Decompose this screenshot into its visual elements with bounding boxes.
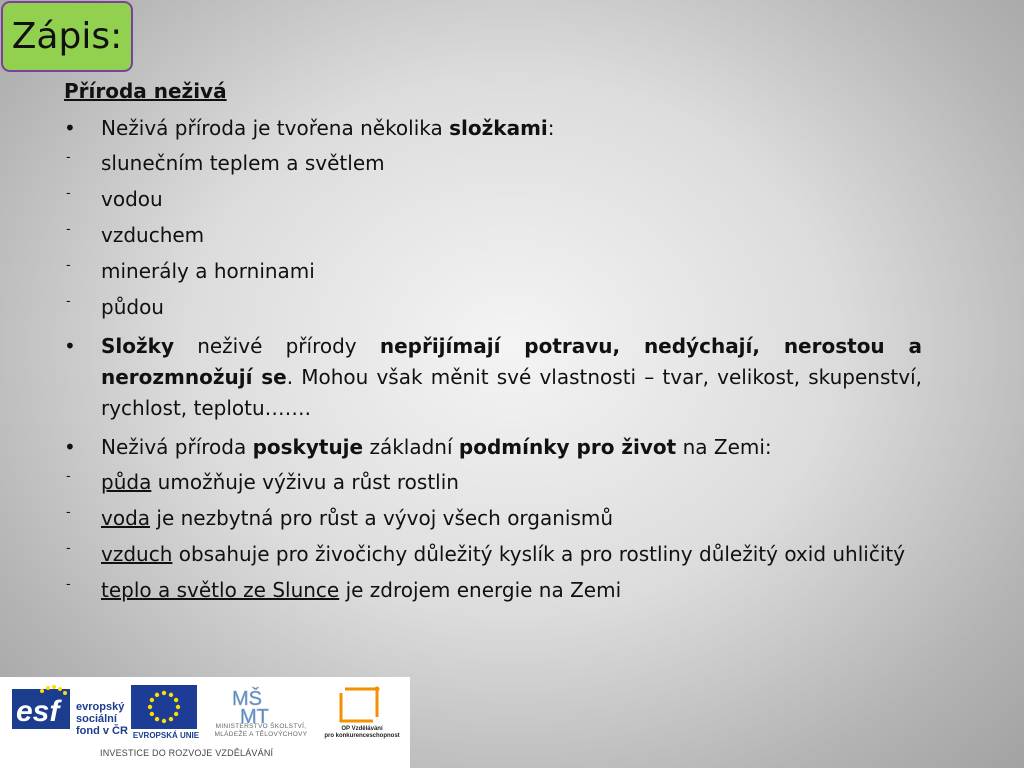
msmt-label — [204, 723, 318, 739]
msmt-logo-icon — [228, 685, 286, 725]
bold-text: Složky — [101, 334, 174, 358]
eu-star-icon — [155, 717, 159, 721]
underlined-term: vzduch — [101, 542, 173, 566]
eu-star-icon — [169, 717, 173, 721]
list-item — [64, 294, 922, 321]
text: základní — [363, 435, 459, 459]
list-item-text: obsahuje pro živočichy důležitý kyslík a pro rostliny důležitý oxid uhličitý — [172, 542, 906, 566]
list-item — [64, 541, 922, 568]
eu-star-icon — [174, 698, 178, 702]
underlined-term: půda — [101, 470, 152, 494]
esf-logo-icon — [12, 685, 70, 735]
underlined-term: teplo a světlo ze Slunce — [101, 578, 340, 602]
eu-funding-logo-bar — [0, 677, 410, 768]
bullet-components — [64, 115, 922, 142]
list-item — [64, 150, 922, 177]
svg-text:esf: esf — [16, 695, 60, 728]
eu-star-icon — [162, 691, 166, 695]
dash-marker: - — [66, 505, 71, 520]
op-vzdelavani-logo-icon — [337, 685, 383, 725]
list-item — [64, 258, 922, 285]
text: na Zemi: — [676, 435, 772, 459]
list-item-text: je nezbytná pro růst a vývoj všech organismů — [150, 506, 614, 530]
underlined-term: voda — [101, 506, 151, 530]
svg-text:MT: MT — [240, 706, 269, 725]
eu-label: EVROPSKÁ UNIE — [132, 731, 200, 740]
eu-star-icon — [169, 693, 173, 697]
bold-text: poskytuje — [252, 435, 364, 459]
op-label — [322, 726, 402, 740]
list-item — [64, 186, 922, 213]
slide-title — [1, 1, 133, 72]
list-item-text: minerály a horninami — [101, 259, 315, 283]
list-item-text: umožňuje výživu a růst rostlin — [151, 470, 459, 494]
list-item-text: vodou — [101, 187, 163, 211]
bold-text: podmínky pro život — [458, 435, 677, 459]
bullet-properties — [64, 331, 922, 424]
dash-marker: - — [66, 577, 71, 592]
bullet-conditions — [64, 434, 922, 461]
text: Neživá příroda je tvořena několika — [101, 116, 450, 140]
dash-marker: - — [66, 294, 71, 309]
list-item — [64, 222, 922, 249]
bold-text: složkami — [449, 116, 548, 140]
eu-star-icon — [148, 705, 152, 709]
eu-star-icon — [150, 698, 154, 702]
slide-title-text: Zápis: — [11, 16, 123, 57]
esf-label-line: sociální — [76, 713, 117, 725]
logo-footer-text: INVESTICE DO ROZVOJE VZDĚLÁVÁNÍ — [100, 748, 274, 758]
dash-marker: - — [66, 186, 71, 201]
eu-star-icon — [174, 712, 178, 716]
op-label-line: OP Vzdělávání — [341, 726, 383, 732]
list-item-text: vzduchem — [101, 223, 205, 247]
esf-label-line: fond v ČR — [76, 725, 128, 737]
msmt-label-line: MINISTERSTVO ŠKOLSTVÍ, — [215, 723, 307, 730]
bullet-marker: • — [64, 334, 76, 358]
text: . Mohou však měnit své vlastnosti – tvar, velikost, skupenství, rychlost, teplotu……. — [101, 365, 922, 420]
eu-star-icon — [150, 712, 154, 716]
dash-marker: - — [66, 469, 71, 484]
esf-label-line: evropský — [76, 701, 125, 713]
eu-star-icon — [176, 705, 180, 709]
dash-marker: - — [66, 541, 71, 556]
text: neživé přírody — [173, 334, 380, 358]
list-item — [64, 469, 922, 496]
list-item-text: je zdrojem energie na Zemi — [339, 578, 622, 602]
text: : — [547, 116, 555, 140]
svg-text:MŠ: MŠ — [232, 688, 262, 710]
list-item — [64, 505, 922, 532]
bullet-marker: • — [64, 435, 76, 459]
bullet-marker: • — [64, 116, 76, 140]
dash-marker: - — [66, 150, 71, 165]
list-item — [64, 577, 922, 604]
slide-content — [64, 78, 922, 613]
list-item-text: slunečním teplem a světlem — [101, 151, 385, 175]
section-heading: Příroda neživá — [64, 79, 227, 103]
dash-marker: - — [66, 222, 71, 237]
esf-label — [76, 701, 128, 737]
bold-text: nepřijímají potravu, nedýchají, nerostou a nerozmnožují se — [101, 334, 922, 389]
text: Neživá příroda — [101, 435, 253, 459]
eu-flag-icon — [131, 685, 197, 729]
msmt-label-line: MLÁDEŽE A TĚLOVÝCHOVY — [214, 731, 308, 738]
list-item-text: půdou — [101, 295, 164, 319]
op-label-line: pro konkurenceschopnost — [324, 733, 400, 739]
eu-star-icon — [162, 719, 166, 723]
dash-marker: - — [66, 258, 71, 273]
eu-star-icon — [155, 693, 159, 697]
